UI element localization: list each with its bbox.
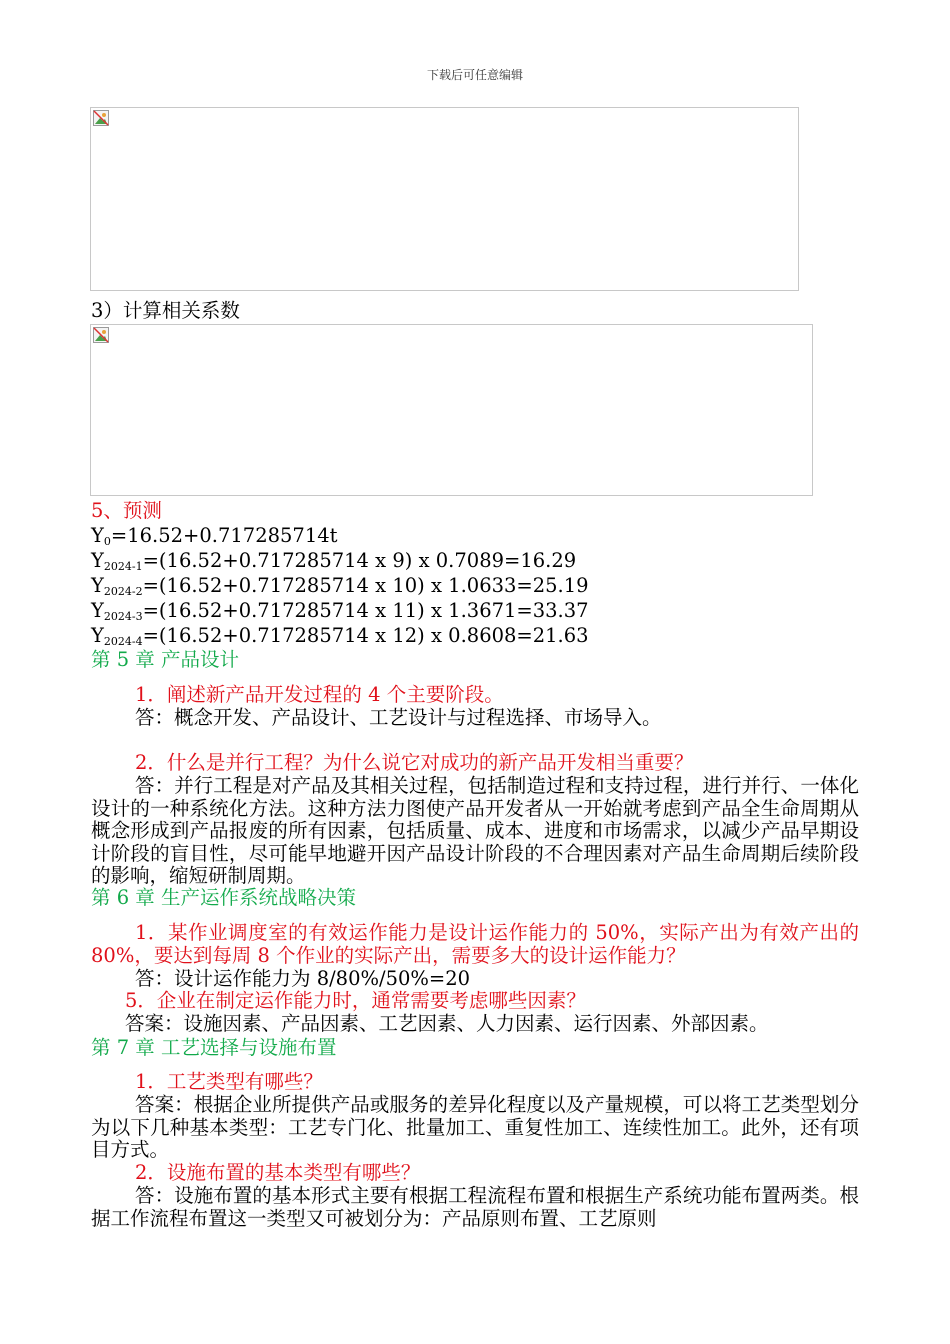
chapter6-title: 第 6 章 生产运作系统战略决策	[91, 886, 357, 909]
chapter5-question-2: 2．什么是并行工程？为什么说它对成功的新产品开发相当重要？	[135, 751, 694, 774]
broken-image-icon	[93, 327, 109, 343]
formula-line: $Y_0=16.52+0.717285714t$	[91, 524, 338, 548]
chapter5-answer-2: 答：并行工程是对产品及其相关过程，包括制造过程和支持过程，进行并行、一体化设计的一种系统化方法。这种方法力图使产品开发者从一开始就考虑到产品全生命周期从概念形成到产品报废的所有因素，包括质量、成本、进度和市场需求，以减少产品早期设计阶段的盲目性，尽可能早地避开因产品设计阶段的不合理因素对产品生命周期后续阶段的影响，缩短研制周期。	[91, 774, 859, 887]
page-header: 下载后可任意编辑	[426, 68, 523, 82]
chapter5-answer-1: 答：概念开发、产品设计、工艺设计与过程选择、市场导入。	[135, 706, 662, 729]
broken-image-icon	[93, 110, 109, 126]
chapter7-answer-1: 答案：根据企业所提供产品或服务的差异化程度以及产量规模，可以将工艺类型划分为以下几种基本类型：工艺专门化、批量加工、重复性加工、连续性加工。此外，还有项目方式。	[91, 1093, 859, 1161]
chapter7-answer-2: 答：设施布置的基本形式主要有根据工程流程布置和根据生产系统功能布置两类。根据工作流程布置这一类型又可被划分为：产品原则布置、工艺原则	[91, 1184, 859, 1230]
formula-line: $Y_{2024-4}=(16.52+0.717285714$ x 12) x 0.8608=21.63	[91, 624, 589, 648]
chapter7-question-1: 1．工艺类型有哪些？	[135, 1070, 323, 1093]
formula-line: $Y_{2024-2}=(16.52+0.717285714$ x 10) x 1.0633=25.19	[91, 574, 589, 598]
step3-heading: 3）计算相关系数	[91, 299, 240, 322]
chapter5-question-1: 1．阐述新产品开发过程的 4 个主要阶段。	[135, 683, 504, 706]
chapter6-question-5: 5．企业在制定运作能力时，通常需要考虑哪些因素？	[125, 989, 586, 1012]
chapter7-title: 第 7 章 工艺选择与设施布置	[91, 1036, 337, 1059]
image-placeholder-2	[90, 324, 813, 496]
image-placeholder-1	[90, 107, 799, 291]
chapter6-answer-1: 答：设计运作能力为 8/80%/50%=20	[135, 967, 471, 990]
chapter7-question-2: 2．设施布置的基本类型有哪些？	[135, 1161, 421, 1184]
chapter6-question-1: 1．某作业调度室的有效运作能力是设计运作能力的 50%，实际产出为有效产出的 80%，要达到每周 8 个作业的实际产出，需要多大的设计运作能力？	[91, 921, 859, 967]
forecast-heading: 5、预测	[91, 499, 162, 522]
formula-line: $Y_{2024-3}=(16.52+0.717285714$ x 11) x 1.3671=33.37	[91, 599, 589, 623]
chapter5-title: 第 5 章 产品设计	[91, 648, 240, 671]
formula-line: $Y_{2024-1}=(16.52+0.717285714$ x 9) x 0.7089=16.29	[91, 549, 577, 573]
chapter6-answer-5: 答案：设施因素、产品因素、工艺因素、人力因素、运行因素、外部因素。	[125, 1012, 769, 1035]
